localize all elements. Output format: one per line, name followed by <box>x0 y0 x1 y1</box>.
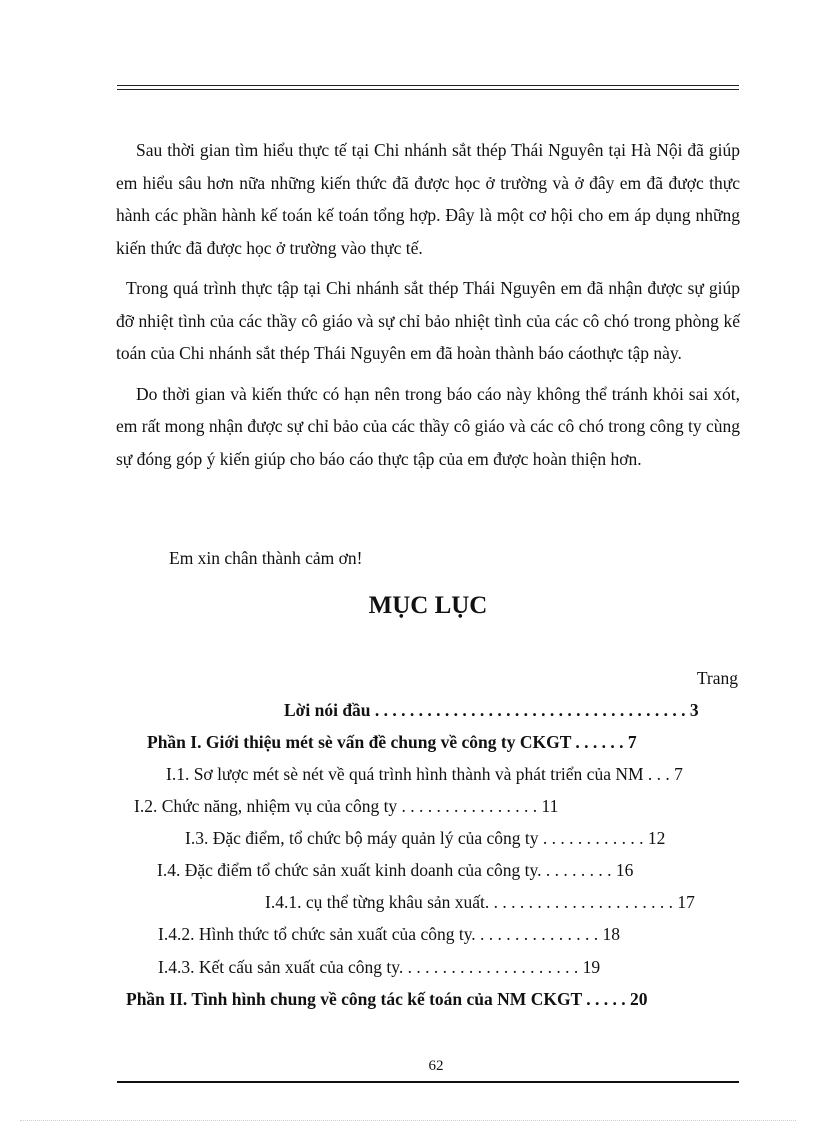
toc-title: MỤC LỤC <box>368 592 488 619</box>
toc-entry-i-4-2: I.4.2. Hình thức tổ chức sản xuất của công ty. . . . . . . . . . . . . . . 18 <box>158 924 621 944</box>
paragraph-3: Do thời gian và kiến thức có hạn nên trong báo cáo này không thể tránh khỏi sai xót, em rất mong nhận được sự chỉ bảo của các thầy cô giáo và các cô chó trong công ty cùng sự đóng góp ý kiến giúp cho báo cáo thực tập của em được hoàn thiện hơn. <box>116 383 740 469</box>
toc-entry-i-4: I.4. Đặc điểm tổ chức sản xuất kinh doanh của công ty. . . . . . . . . 16 <box>157 860 634 880</box>
toc-entry-loi-noi-dau: Lời nói đầu . . . . . . . . . . . . . . . . . . . . . . . . . . . . . . . . . . . . 3 <box>284 700 699 720</box>
page-number: 62 <box>428 1058 444 1074</box>
acknowledgement-section <box>116 134 740 483</box>
toc-entry-i-4-1: I.4.1. cụ thể từng khâu sản xuất. . . . . . . . . . . . . . . . . . . . . . 17 <box>265 892 695 912</box>
toc-entry-phan-1: Phần I. Giới thiệu mét sè vấn đề chung về công ty CKGT . . . . . . 7 <box>147 732 637 752</box>
toc-entry-i-3: I.3. Đặc điểm, tổ chức bộ máy quản lý của công ty . . . . . . . . . . . . 12 <box>185 828 666 848</box>
header-double-rule <box>117 85 739 90</box>
toc-entry-i-1: I.1. Sơ lược mét sè nét về quá trình hình thành và phát triển của NM . . . 7 <box>166 764 683 784</box>
paragraph-1: Sau thời gian tìm hiểu thực tế tại Chi nhánh sắt thép Thái Nguyên tại Hà Nội đã giúp em hiểu sâu hơn nữa những kiến thức đã được học ở trường và ở đây em đã được thực hành các phần hành kế toán kế toán tổng hợp. Đây là một cơ hội cho em áp dụng những kiến thức đã được học ở trường vào thực tế. <box>116 140 740 258</box>
toc-entry-phan-2: Phần II. Tình hình chung về công tác kế toán của NM CKGT . . . . . 20 <box>126 989 648 1009</box>
toc-entry-i-4-3: I.4.3. Kết cấu sản xuất của công ty. . . . . . . . . . . . . . . . . . . . . 19 <box>158 957 601 977</box>
toc-entry-i-2: I.2. Chức năng, nhiệm vụ của công ty . . . . . . . . . . . . . . . . 11 <box>134 796 559 816</box>
thanks-line: Em xin chân thành cảm ơn! <box>169 548 363 568</box>
page-edge-dotted-line <box>20 1120 796 1121</box>
toc-page-column-header: Trang <box>696 668 738 688</box>
footer-rule <box>117 1081 739 1083</box>
paragraph-2: Trong quá trình thực tập tại Chi nhánh sắt thép Thái Nguyên em đã nhận được sự giúp đỡ nhiệt tình của các thầy cô giáo và sự chỉ bảo nhiệt tình của các cô chó trong phòng kế toán của Chi nhánh sắt thép Thái Nguyên em đã hoàn thành báo cáothực tập này. <box>116 278 740 363</box>
